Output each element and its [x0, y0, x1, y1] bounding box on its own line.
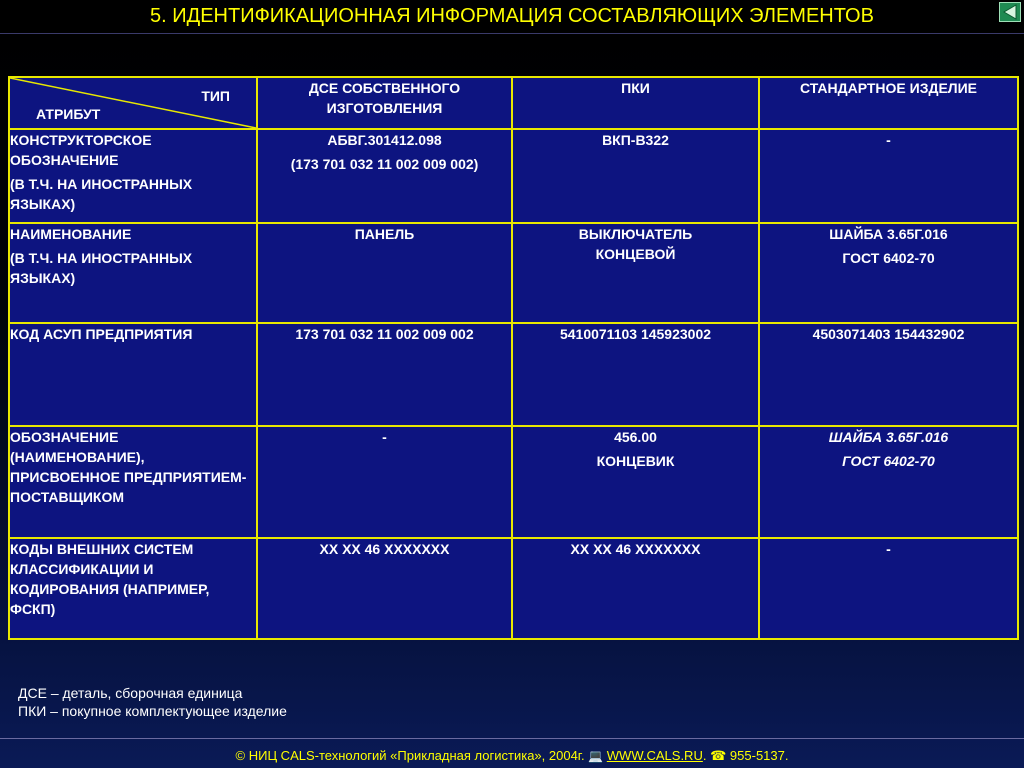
computer-icon: 💻	[588, 749, 604, 763]
note-pki: ПКИ – покупное комплектующее изделие	[18, 703, 287, 719]
cell-dse-design-designation: АБВГ.301412.098 (173 701 032 11 002 009 002)	[257, 129, 512, 223]
abbreviation-notes	[18, 684, 287, 720]
cell-standard-external-codes: -	[759, 538, 1018, 639]
footer-separator: .	[702, 748, 707, 763]
identification-table	[8, 76, 1019, 640]
footer-org-text: НИЦ CALS-технологий «Прикладная логистика», 2004г.	[248, 748, 585, 763]
cell-standard-name: ШАЙБА 3.65Г.016 ГОСТ 6402-70	[759, 223, 1018, 323]
row-attribute-design-designation: КОНСТРУКТОРСКОЕ ОБОЗНАЧЕНИЕ (В Т.Ч. НА ИНОСТРАННЫХ ЯЗЫКАХ)	[9, 129, 257, 223]
cell-pki-supplier-designation: 456.00 КОНЦЕВИК	[512, 426, 759, 538]
column-header-standard: СТАНДАРТНОЕ ИЗДЕЛИЕ	[759, 77, 1018, 129]
cell-dse-asup-code: 173 701 032 11 002 009 002	[257, 323, 512, 426]
footer-phone: 955-5137.	[729, 748, 789, 763]
cell-pki-asup-code: 5410071103 145923002	[512, 323, 759, 426]
cell-standard-supplier-designation: ШАЙБА 3.65Г.016 ГОСТ 6402-70	[759, 426, 1018, 538]
row-attribute-asup-code: КОД АСУП ПРЕДПРИЯТИЯ	[9, 323, 257, 426]
cell-pki-name: ВЫКЛЮЧАТЕЛЬ КОНЦЕВОЙ	[512, 223, 759, 323]
corner-header-cell	[9, 77, 257, 129]
table-row	[9, 223, 1018, 323]
row-attribute-external-codes: КОДЫ ВНЕШНИХ СИСТЕМ КЛАССИФИКАЦИИ И КОДИРОВАНИЯ (НАПРИМЕР, ФСКП)	[9, 538, 257, 639]
attribute-label: АТРИБУТ	[36, 106, 101, 122]
row-attribute-name: НАИМЕНОВАНИЕ (В Т.Ч. НА ИНОСТРАННЫХ ЯЗЫКАХ)	[9, 223, 257, 323]
row-attribute-supplier-designation: ОБОЗНАЧЕНИЕ (НАИМЕНОВАНИЕ), ПРИСВОЕННОЕ ПРЕДПРИЯТИЕМ-ПОСТАВЩИКОМ	[9, 426, 257, 538]
table-header-row	[9, 77, 1018, 129]
website-link[interactable]: WWW.CALS.RU	[606, 748, 703, 763]
cell-dse-name: ПАНЕЛЬ	[257, 223, 512, 323]
cell-dse-supplier-designation: -	[257, 426, 512, 538]
cell-standard-design-designation: -	[759, 129, 1018, 223]
footer-divider	[0, 738, 1024, 739]
phone-icon: ☎	[710, 748, 727, 763]
page-title: 5. ИДЕНТИФИКАЦИОННАЯ ИНФОРМАЦИЯ СОСТАВЛЯЮЩИХ ЭЛЕМЕНТОВ	[150, 5, 874, 27]
column-header-dse: ДСЕ СОБСТВЕННОГО ИЗГОТОВЛЕНИЯ	[257, 77, 512, 129]
back-arrow-icon[interactable]	[999, 2, 1021, 22]
cell-pki-design-designation: ВКП-В322	[512, 129, 759, 223]
table-row	[9, 538, 1018, 639]
note-dse: ДСЕ – деталь, сборочная единица	[18, 685, 243, 701]
column-header-pki: ПКИ	[512, 77, 759, 129]
copyright-icon: ©	[235, 748, 246, 763]
title-divider	[0, 33, 1024, 34]
table-row	[9, 129, 1018, 223]
table-row	[9, 323, 1018, 426]
cell-pki-external-codes: ХХ ХХ 46 ХХХХХХХ	[512, 538, 759, 639]
footer	[0, 748, 1024, 764]
table-row	[9, 426, 1018, 538]
cell-standard-asup-code: 4503071403 154432902	[759, 323, 1018, 426]
cell-dse-external-codes: ХХ ХХ 46 ХХХХХХХ	[257, 538, 512, 639]
type-label: ТИП	[201, 88, 230, 104]
